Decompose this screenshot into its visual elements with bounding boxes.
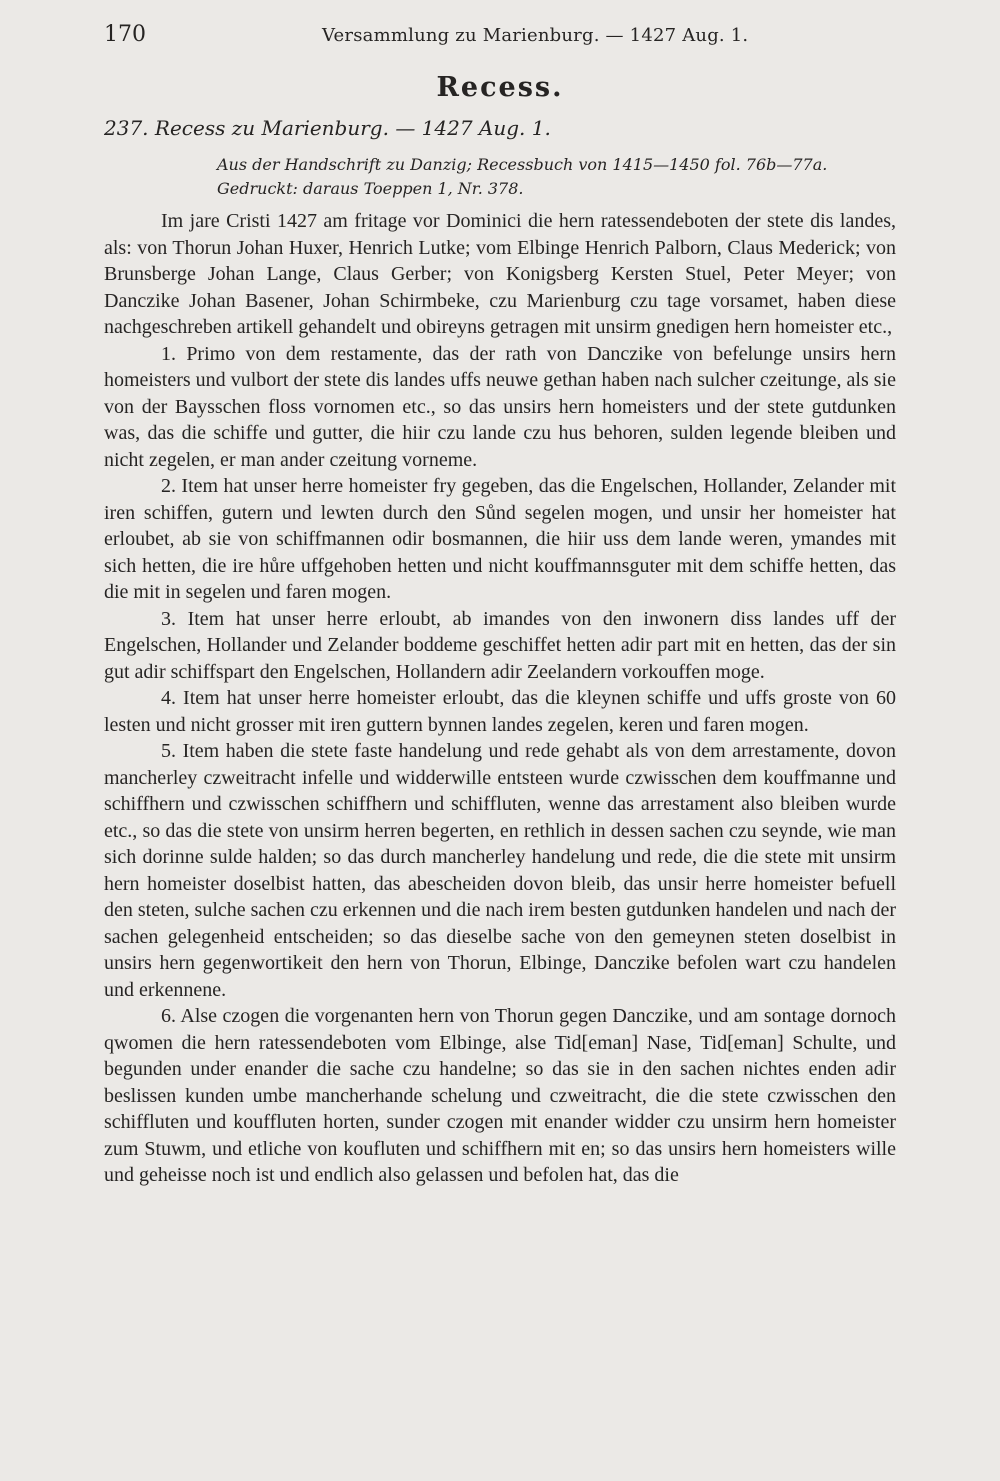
section-title: Recess. <box>436 72 564 103</box>
intro-paragraph: Im jare Cristi 1427 am fritage vor Dominici die hern ratessendeboten der stete dis landes, als: von Thorun Johan Huxer, Henrich Lutke; vom Elbinge Henrich Palborn, Claus Mederick; von Brunsberge Johan Lange, Claus Gerber; von Konigsberg Kersten Stuel, Peter Meyer; von Danczike Johan Basener, Johan Schirmbeke, czu Marienburg czu tage vorsamet, haben diese nachgeschreben artikell gehandelt und obireyns getragen mit unsirm gnedigen hern homeister etc., <box>104 210 896 338</box>
page-number: 170 <box>104 22 146 47</box>
source-line: Gedruckt: daraus Toeppen 1, Nr. 378. <box>217 179 524 198</box>
article-paragraph: 1. Primo von dem restamente, das der rath von Danczike von befelunge unsirs hern homeisters und vulbort der stete dis landes uffs neuwe gethan haben nach sulcher czeitunge, als sie von der Baysschen floss vornomen etc., so das unsirs hern homeisters und der stete gutdunken was, das die schiffe und gutter, die hiir czu lande czu hus behoren, sulden legende bleiben und nicht zegelen, er man ander czeitung vorneme. <box>104 342 896 471</box>
article-paragraph: 6. Alse czogen die vorgenanten hern von Thorun gegen Danczike, und am sontage dornoch qwomen die hern ratessendeboten vom Elbinge, alse Tid[eman] Nase, Tid[eman] Schulte, und begunden under enander die sache czu handelne; so das sie in den sachen nichtes enden adir beslissen kunden umbe mancherhande schelung und czweitracht, die die stete czwisschen den schiffluten und kouffluten horten, sunder czogen mit enander widder czu unsirm hern homeister zum Stuwm, und etliche von koufluten und schiffhern mit en; so das unsirs hern homeisters wille und geheisse noch ist und endlich also gelassen und befolen hat, das die <box>104 1005 896 1186</box>
article-paragraph: 3. Item hat unser herre erloubt, ab imandes von den inwonern diss landes uff der Engelschen, Hollander und Zelander boddeme geschiffet hetten adir part mit en hetten, das der sin gut adir schiffspart den Engelschen, Hollandern adir Zeelandern vorkouffen moge. <box>104 607 896 683</box>
article-paragraph: 4. Item hat unser herre homeister erloubt, das die kleynen schiffe und uffs groste von 60 lesten und nicht grosser mit iren guttern bynnen landes zegelen, keren und faren mogen. <box>104 687 896 736</box>
document-body <box>104 208 896 1189</box>
running-title: Versammlung zu Marienburg. — 1427 Aug. 1. <box>322 25 749 46</box>
entry-heading: 237. Recess zu Marienburg. — 1427 Aug. 1. <box>104 116 551 140</box>
source-note <box>217 153 897 201</box>
running-header <box>104 22 896 52</box>
article-paragraph: 5. Item haben die stete faste handelung und rede gehabt als von dem arrestamente, dovon mancherley czweitracht infelle und widderwille entsteen wurde czwisschen dem kouffmanne und schiffhern und czwisschen schiffhern und schiffluten, wenne das arrestament also bleiben wurde etc., so das die stete von unsirm herren begerten, en rethlich in dessen sachen czu seynde, wie man sich dorinne sulde halden; so das durch mancherley handelung und rede, die die stete mit unsirm hern homeister doselbist hatten, das abescheiden dovon bleib, das unsir herre homeister befuell den steten, sulche sachen czu erkennen und die nach irem besten gutdunken handelen und nach der sachen gelegenheid entscheiden; so das dieselbe sache von den gemeynen steten doselbist in unsirs hern gegenwortikeit den hern von Thorun, Elbinge, Danczike befolen wart czu handelen und erkennene. <box>104 740 896 1001</box>
article-paragraph: 2. Item hat unser herre homeister fry gegeben, das die Engelschen, Hollander, Zelander mit iren schiffen, gutern und lewten durch den Sůnd segelen mogen, und unsir her homeister hat erloubet, ab sie von schiffmannen odir bosmannen, die hiir uss dem lande weren, ymandes mit sich hetten, die ire hůre uffgehoben hetten und nicht kouffmannsguter mit dem schiffe hetten, das die mit in segelen und faren mogen. <box>104 475 896 603</box>
source-line: Aus der Handschrift zu Danzig; Recessbuch von 1415—1450 fol. 76b—77a. <box>217 155 828 174</box>
